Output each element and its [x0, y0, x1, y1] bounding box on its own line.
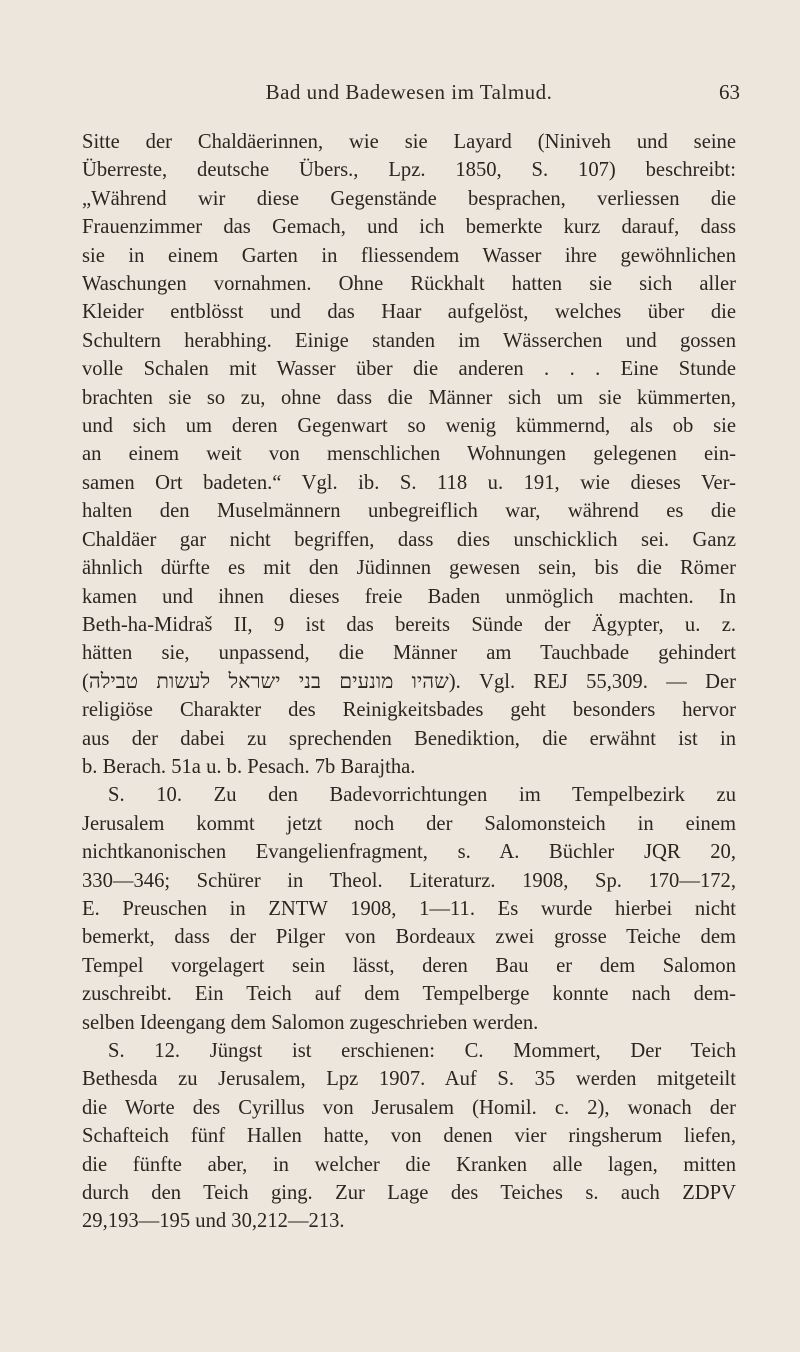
running-head — [82, 80, 740, 108]
text-line: 330—346; Schürer in Theol. Literaturz. 1908, Sp. 170—172, — [82, 869, 736, 892]
text-line: E. Preuschen in ZNTW 1908, 1—11. Es wurde hierbei nicht — [82, 897, 736, 920]
text-line: Tempel vorgelagert sein lässt, deren Bau er dem Salomon — [82, 954, 736, 977]
page-number: 63 — [719, 80, 740, 104]
text-line: „Während wir diese Gegenstände besprachen, verliessen die — [82, 187, 736, 210]
text-line: durch den Teich ging. Zur Lage des Teiches s. auch ZDPV — [82, 1182, 736, 1205]
text-line: kamen und ihnen dieses freie Baden unmöglich machten. In — [82, 585, 736, 608]
text-line: zuschreibt. Ein Teich auf dem Tempelberge konnte nach dem- — [82, 983, 736, 1006]
text-line: nichtkanonischen Evangelienfragment, s. A. Büchler JQR 20, — [82, 841, 736, 864]
text-line: Beth-ha-Midraš II, 9 ist das bereits Sünde der Ägypter, u. z. — [82, 613, 736, 636]
text-line: 29,193—195 und 30,212—213. — [82, 1210, 345, 1233]
text-line: samen Ort badeten.“ Vgl. ib. S. 118 u. 191, wie dieses Ver- — [82, 471, 736, 494]
text-line: S. 10. Zu den Badevorrichtungen im Tempelbezirk zu — [108, 784, 736, 807]
text-line: die fünfte aber, in welcher die Kranken alle lagen, mitten — [82, 1153, 736, 1176]
text-line: Schultern herabhing. Einige standen im Wässerchen und gossen — [82, 329, 736, 352]
text-line: Chaldäer gar nicht begriffen, dass dies unschicklich sei. Ganz — [82, 528, 736, 551]
text-line-hebrew: (שהיו מונעים בני ישראל לעשות טבילה). Vgl. REJ 55,309. — Der — [82, 670, 736, 693]
text-line: und sich um deren Gegenwart so wenig kümmernd, als ob sie — [82, 415, 736, 438]
text-line: Überreste, deutsche Übers., Lpz. 1850, S. 107) beschreibt: — [82, 159, 736, 182]
text-line: brachten sie so zu, ohne dass die Männer sich um sie kümmerten, — [82, 386, 736, 409]
body-text — [82, 128, 736, 1236]
text-line: religiöse Charakter des Reinigkeitsbades geht besonders hervor — [82, 699, 736, 722]
running-title: Bad und Badewesen im Talmud. — [265, 80, 553, 104]
text-line: ähnlich dürfte es mit den Jüdinnen gewesen sein, bis die Römer — [82, 557, 736, 580]
text-line: Jerusalem kommt jetzt noch der Salomonsteich in einem — [82, 812, 736, 835]
text-line: aus der dabei zu sprechenden Benediktion, die erwähnt ist in — [82, 727, 736, 750]
text-line: selben Ideengang dem Salomon zugeschrieben werden. — [82, 1011, 539, 1034]
text-line: Sitte der Chaldäerinnen, wie sie Layard (Niniveh und seine — [82, 131, 736, 153]
text-line: die Worte des Cyrillus von Jerusalem (Homil. c. 2), wonach der — [82, 1096, 736, 1119]
text-line: Bethesda zu Jerusalem, Lpz 1907. Auf S. 35 werden mitgeteilt — [82, 1068, 736, 1091]
text-line: b. Berach. 51a u. b. Pesach. 7b Barajtha. — [82, 755, 416, 778]
text-line: S. 12. Jüngst ist erschienen: C. Mommert, Der Teich — [108, 1040, 736, 1062]
text-line: bemerkt, dass der Pilger von Bordeaux zwei grosse Teiche dem — [82, 926, 736, 949]
text-line: Schafteich fünf Hallen hatte, von denen vier ringsherum liefen, — [82, 1125, 736, 1148]
text-line: Kleider entblösst und das Haar aufgelöst, welches über die — [82, 301, 736, 324]
text-line: halten den Muselmännern unbegreiflich war, während es die — [82, 500, 736, 523]
text-line: volle Schalen mit Wasser über die anderen . . . Eine Stunde — [82, 358, 736, 381]
text-line: hätten sie, unpassend, die Männer am Tauchbade gehindert — [82, 642, 736, 665]
text-line: Frauenzimmer das Gemach, und ich bemerkte kurz darauf, dass — [82, 216, 736, 239]
text-line: Waschungen vornahmen. Ohne Rückhalt hatten sie sich aller — [82, 273, 736, 296]
text-line: an einem weit von menschlichen Wohnungen gelegenen ein- — [82, 443, 736, 466]
text-line: sie in einem Garten in fliessendem Wasser ihre gewöhnlichen — [82, 244, 736, 267]
